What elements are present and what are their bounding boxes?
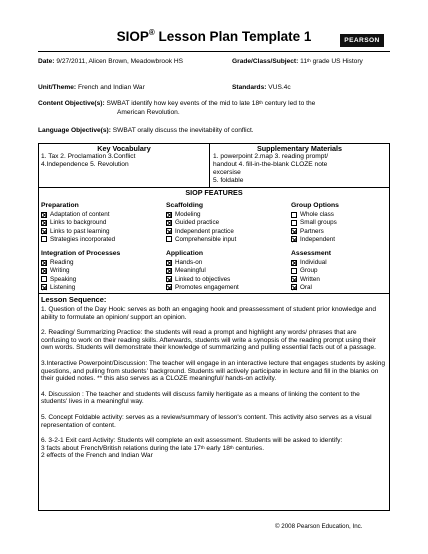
unchecked-box-icon[interactable] (291, 220, 297, 226)
content-objective: Content Objective(s): SWBAT identify how key events of the mid to late 18th century led to the (38, 100, 316, 107)
group-title: Group Options (291, 202, 339, 209)
group-title: Scaffolding (166, 202, 204, 209)
checkbox-item[interactable]: Individual (291, 259, 387, 267)
group-title: Integration of Processes (41, 250, 121, 257)
checkbox-item[interactable]: Guided practice (166, 219, 286, 227)
checkbox-item[interactable]: Group (291, 267, 387, 275)
group-title: Preparation (41, 202, 79, 209)
copyright-footer: © 2008 Pearson Education, Inc. (275, 523, 363, 530)
group-integration (41, 250, 166, 292)
sequence-step-1: 1. Question of the Day Hook: serves as both an engaging hook and preassessment of student prior knowledge and ability to formulate an opinion/ support an opinion. (41, 305, 377, 321)
checked-box-icon[interactable] (291, 236, 297, 242)
lesson-sequence-title: Lesson Sequence: (41, 295, 107, 304)
siop-features-title: SIOP FEATURES (185, 188, 243, 197)
group-scaffolding (166, 202, 286, 244)
checked-box-icon[interactable] (166, 284, 172, 290)
checked-box-icon[interactable] (166, 228, 172, 234)
checked-box-icon[interactable] (291, 260, 297, 266)
group-title: Application (166, 250, 204, 257)
page-title: SIOP® Lesson Plan Template 1 (116, 28, 312, 44)
checked-box-icon[interactable] (41, 284, 47, 290)
checkbox-item[interactable]: Small groups (291, 219, 387, 227)
key-vocabulary-title: Key Vocabulary (97, 144, 151, 153)
unchecked-box-icon[interactable] (166, 236, 172, 242)
standards-field: Standards: VUS.4c (232, 84, 291, 91)
sequence-step-3: 3.Interactive Powerpoint/Discussion: The teacher will engage in an interactive lecture that engages students by asking questions, and pulling from students' background. Students will actively participate in lecture and fill in the blanks on their guided notes. ** this also serves as a CLOZE meaningful/ hands-on activity. (41, 359, 386, 383)
checkbox-item[interactable]: Listening (41, 284, 166, 292)
checked-box-icon[interactable] (166, 268, 172, 274)
group-assessment (291, 250, 387, 292)
vocab-line-2: 4.Independence 5. Revolution (41, 161, 129, 168)
checkbox-item[interactable]: Independent (291, 236, 387, 244)
materials-line-4: 5. foldable (213, 177, 244, 184)
checked-box-icon[interactable] (41, 220, 47, 226)
unit-field: Unit/Theme: French and Indian War (38, 84, 145, 91)
checkbox-item[interactable]: Adaptation of content (41, 211, 166, 219)
checked-box-icon[interactable] (166, 212, 172, 218)
grade-field: Grade/Class/Subject: 11th grade US History (232, 58, 363, 65)
checked-box-icon[interactable] (41, 212, 47, 218)
sequence-step-4: 4. Discussion : The teacher and students will discuss family heritigate as a means of linking the content to the students' lives in a meaningful way. (41, 390, 360, 406)
checked-box-icon[interactable] (41, 268, 47, 274)
checkbox-item[interactable]: Speaking (41, 276, 166, 284)
checkbox-item[interactable]: Promotes engagement (166, 284, 286, 292)
checkbox-item[interactable]: Oral (291, 284, 387, 292)
materials-line-2: handout 4. fill-in-the-blank CLOZE note (213, 161, 328, 168)
checked-box-icon[interactable] (291, 284, 297, 290)
sequence-step-6b: 2 effects of the French and Indian War (41, 452, 153, 460)
checkbox-item[interactable]: Links to past learning (41, 228, 166, 236)
sequence-step-5: 5. Concept Foldable activity: serves as a review/summary of lesson's content. This activity also serves as a visual representation of content. (41, 413, 372, 429)
unchecked-box-icon[interactable] (41, 276, 47, 282)
checkbox-item[interactable]: Comprehensible input (166, 236, 286, 244)
checkbox-item[interactable]: Whole class (291, 211, 387, 219)
date-field: Date: 9/27/2011, Alicen Brown, Meadowbrook HS (38, 58, 184, 65)
group-preparation (41, 202, 166, 244)
sequence-step-2: 2. Reading/ Summarizing Practice: the students will read a prompt and highlight any words/ phrases that are confusing to work on their reading skills. Afterwards, students will write a synopsis of the reading prompt using their own words. Students will demonstrate their knowledge of summarizing and pulling essential facts out of a passage. (41, 328, 376, 352)
checkbox-item[interactable]: Meaningful (166, 267, 286, 275)
checked-box-icon[interactable] (291, 228, 297, 234)
checkbox-item[interactable]: Links to background (41, 219, 166, 227)
checkbox-item[interactable]: Strategies incorporated (41, 236, 166, 244)
lesson-sequence (41, 296, 386, 460)
language-objective: Language Objective(s): SWBAT orally discuss the inevitability of conflict. (38, 127, 254, 134)
sequence-step-6a: 3 facts about French/British relations during the late 17th early 18th centuries. (41, 444, 265, 452)
content-objective-line2: American Revolution. (117, 109, 180, 116)
checkbox-item[interactable]: Partners (291, 228, 387, 236)
title-rule (38, 51, 390, 52)
checkbox-item[interactable]: Modeling (166, 211, 286, 219)
checked-box-icon[interactable] (291, 276, 297, 282)
checkbox-item[interactable]: Written (291, 276, 387, 284)
checkbox-item[interactable]: Independent practice (166, 228, 286, 236)
unchecked-box-icon[interactable] (291, 268, 297, 274)
checked-box-icon[interactable] (41, 228, 47, 234)
pearson-logo: PEARSON (340, 34, 384, 47)
materials-title: Supplementary Materials (256, 144, 343, 153)
vocab-line-1: 1. Tax 2. Proclamation 3.Conflict (41, 153, 136, 160)
checkbox-item[interactable]: Linked to objectives (166, 276, 286, 284)
checkbox-item[interactable]: Hands-on (166, 259, 286, 267)
unchecked-box-icon[interactable] (41, 236, 47, 242)
unchecked-box-icon[interactable] (291, 212, 297, 218)
checked-box-icon[interactable] (41, 260, 47, 266)
sequence-step-6: 6. 3-2-1 Exit card Activity: Students will complete an exit assessment. Students will be asked to identify: (41, 436, 343, 444)
group-group-options (291, 202, 387, 244)
checked-box-icon[interactable] (166, 260, 172, 266)
materials-line-1: 1. powerpoint 2.map 3. reading prompt/ (213, 153, 329, 160)
materials-line-3: excersise (213, 169, 241, 176)
checked-box-icon[interactable] (166, 276, 172, 282)
checkbox-item[interactable]: Writing (41, 267, 166, 275)
group-title: Assessment (291, 250, 332, 257)
checked-box-icon[interactable] (166, 220, 172, 226)
checkbox-item[interactable]: Reading (41, 259, 166, 267)
group-application (166, 250, 286, 292)
